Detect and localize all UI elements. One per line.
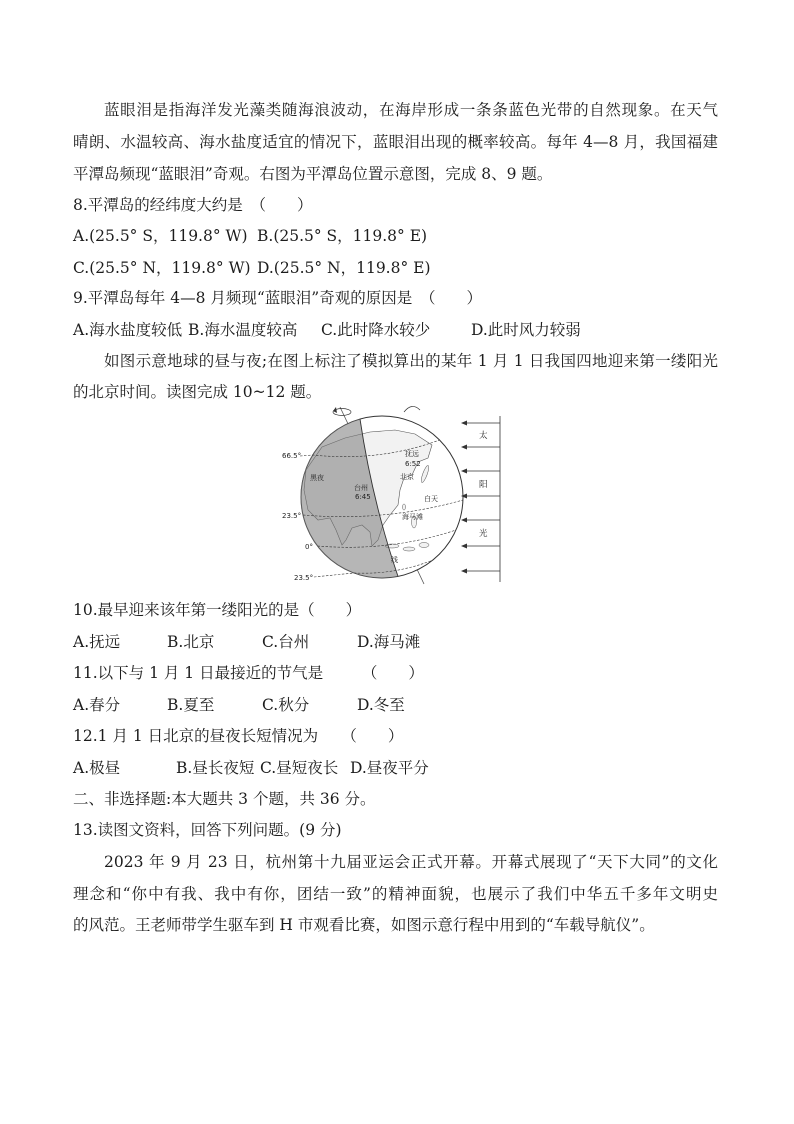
q13-stem: 13.读图文资料，回答下列问题。(9 分) — [73, 821, 342, 839]
terminator-label: 线 — [391, 556, 398, 564]
latitude-label-23-5-s: 23.5° — [294, 574, 314, 582]
q13-passage-line-2: 理念和“你中有我、我中有你，团结一致”的精神面貌，也展示了我们中华五千多年文明史 — [73, 885, 718, 903]
q13-passage-line-3: 的风范。王老师带学生驱车到 H 市观看比赛，如图示意行程中用到的“车载导航仪”。 — [73, 916, 655, 934]
sunlight-label-2: 阳 — [479, 480, 488, 490]
sunlight-arrow — [461, 544, 500, 549]
sunlight-arrow — [461, 569, 500, 574]
sunlight-arrow — [461, 494, 500, 499]
q11-option-d: D.冬至 — [357, 696, 405, 714]
q10-option-b: B.北京 — [167, 633, 215, 651]
q8-option-d: D.(25.5° N，119.8° E) — [257, 259, 431, 277]
night-label: 黑夜 — [310, 474, 324, 482]
q9-option-b: B.海水温度较高 — [188, 321, 298, 339]
sunlight-arrow — [461, 518, 500, 523]
indonesia-island-3 — [419, 543, 429, 548]
rotation-arrowhead-icon — [333, 407, 337, 413]
q11-option-c: C.秋分 — [262, 696, 310, 714]
q11-option-a: A.春分 — [73, 696, 121, 714]
q11-option-b: B.夏至 — [167, 696, 215, 714]
q11-options-row — [0, 693, 794, 717]
q9-option-a: A.海水盐度较低 — [73, 321, 183, 339]
q10-option-d: D.海马滩 — [357, 633, 421, 651]
curved-mark-icon — [404, 406, 420, 412]
q9-option-c: C.此时降水较少 — [321, 321, 431, 339]
globe-day-night-figure — [278, 400, 504, 586]
passage-1-line-1: 蓝眼泪是指海洋发光藻类随海浪波动，在海岸形成一条条蓝色光带的自然现象。在天气 — [104, 101, 718, 119]
passage-2-line-1: 如图示意地球的昼与夜;在图上标注了模拟算出的某年 1 月 1 日我国四地迎来第一缕阳光 — [104, 352, 718, 370]
q12-option-c: C.昼短夜长 — [260, 759, 339, 777]
sunlight-arrow — [461, 469, 500, 474]
sunlight-arrow — [461, 445, 500, 450]
q9-option-d: D.此时风力较弱 — [471, 321, 581, 339]
passage-1-line-2: 晴朗、水温较高、海水盐度适宜的情况下，蓝眼泪出现的概率较高。每年 4—8 月，我国福建 — [73, 133, 718, 151]
indonesia-island-2 — [403, 547, 415, 551]
q13-passage-line-1: 2023 年 9 月 23 日，杭州第十九届亚运会正式开幕。开幕式展现了“天下大同”的文化 — [104, 853, 718, 871]
sunlight-label-1: 太 — [479, 431, 488, 441]
place-label-beijing: 北京 — [400, 473, 414, 481]
sunlight-arrow — [461, 421, 500, 426]
section-2-title: 二、非选择题:本大题共 3 个题，共 36 分。 — [73, 790, 376, 808]
q10-options-row — [0, 630, 794, 654]
place-label-taizhou: 台州 — [354, 484, 368, 492]
q9-stem: 9.平潭岛每年 4—8 月频现“蓝眼泪”奇观的原因是 （ ） — [73, 289, 482, 307]
place-label-haimatan: 海马滩 — [402, 513, 423, 521]
time-label-taizhou: 6:45 — [355, 493, 371, 501]
sunlight-label-3: 光 — [479, 529, 488, 539]
time-label-fuyuan: 6:52 — [405, 460, 421, 468]
q8-options-row-2 — [0, 256, 794, 280]
passage-1-line-3: 平潭岛频现“蓝眼泪”奇观。右图为平潭岛位置示意图，完成 8、9 题。 — [73, 165, 553, 183]
q10-stem: 10.最早迎来该年第一缕阳光的是（ ） — [73, 601, 362, 619]
q8-option-c: C.(25.5° N，119.8° W) — [73, 259, 251, 277]
q8-stem: 8.平潭岛的经纬度大约是 （ ） — [73, 196, 313, 214]
q10-option-a: A.抚远 — [73, 633, 121, 651]
passage-2-line-2: 的北京时间。读图完成 10~12 题。 — [73, 383, 322, 401]
q8-option-b: B.(25.5° S，119.8° E) — [257, 227, 428, 245]
q11-stem: 11.以下与 1 月 1 日最接近的节气是 （ ） — [73, 664, 424, 682]
q12-options-row — [0, 756, 794, 780]
q12-option-d: D.昼夜平分 — [350, 759, 429, 777]
latitude-label-0: 0° — [305, 543, 313, 551]
q12-option-b: B.昼长夜短 — [176, 759, 255, 777]
place-label-fuyuan: 抚远 — [405, 450, 419, 458]
taiwan-island — [403, 504, 406, 510]
q12-stem: 12.1 月 1 日北京的昼夜长短情况为 （ ） — [73, 727, 404, 745]
q10-option-c: C.台州 — [262, 633, 310, 651]
q8-option-a: A.(25.5° S，119.8° W) — [73, 227, 248, 245]
q9-options-row — [0, 318, 794, 342]
latitude-label-66-5: 66.5° — [282, 452, 302, 460]
q8-options-row-1 — [0, 224, 794, 248]
day-label: 白天 — [424, 495, 438, 503]
latitude-label-23-5-n: 23.5° — [282, 512, 302, 520]
q12-option-a: A.极昼 — [73, 759, 121, 777]
